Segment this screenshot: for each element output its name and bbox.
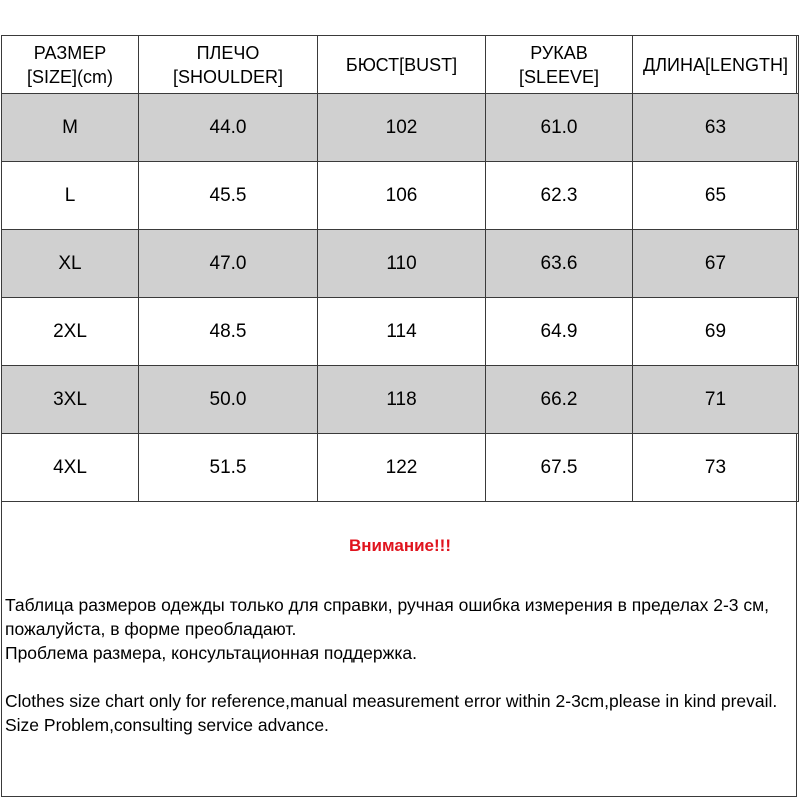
table-row (2, 94, 799, 162)
table-row (2, 298, 799, 366)
cell-length: 71 (633, 366, 799, 434)
cell-shoulder: 45.5 (139, 162, 318, 230)
notice-ru-line2: Проблема размера, консультационная поддержка. (5, 643, 417, 663)
cell-bust: 114 (318, 298, 486, 366)
cell-bust: 118 (318, 366, 486, 434)
cell-sleeve: 66.2 (486, 366, 633, 434)
cell-bust: 106 (318, 162, 486, 230)
cell-bust: 102 (318, 94, 486, 162)
cell-shoulder: 48.5 (139, 298, 318, 366)
cell-size: XL (2, 230, 139, 298)
table-row (2, 434, 799, 502)
cell-shoulder: 50.0 (139, 366, 318, 434)
cell-length: 63 (633, 94, 799, 162)
cell-size: 4XL (2, 434, 139, 502)
cell-sleeve: 63.6 (486, 230, 633, 298)
cell-size: L (2, 162, 139, 230)
cell-shoulder: 51.5 (139, 434, 318, 502)
cell-bust: 110 (318, 230, 486, 298)
header-bust: БЮСТ[BUST] (318, 36, 486, 94)
notice-text-en (5, 689, 795, 737)
cell-sleeve: 62.3 (486, 162, 633, 230)
cell-size: M (2, 94, 139, 162)
notice-text-ru (5, 593, 795, 665)
cell-size: 3XL (2, 366, 139, 434)
cell-sleeve: 64.9 (486, 298, 633, 366)
cell-length: 73 (633, 434, 799, 502)
header-size: РАЗМЕР [SIZE](cm) (2, 36, 139, 94)
notice-title: Внимание!!! (349, 536, 451, 555)
header-length: ДЛИНА[LENGTH] (633, 36, 799, 94)
table-row (2, 230, 799, 298)
size-table (1, 35, 799, 502)
cell-size: 2XL (2, 298, 139, 366)
table-row (2, 366, 799, 434)
notice-en-line2: Size Problem,consulting service advance. (5, 715, 329, 735)
cell-bust: 122 (318, 434, 486, 502)
header-shoulder: ПЛЕЧО [SHOULDER] (139, 36, 318, 94)
cell-length: 69 (633, 298, 799, 366)
cell-sleeve: 67.5 (486, 434, 633, 502)
cell-shoulder: 47.0 (139, 230, 318, 298)
cell-sleeve: 61.0 (486, 94, 633, 162)
cell-length: 67 (633, 230, 799, 298)
header-sleeve: РУКАВ [SLEEVE] (486, 36, 633, 94)
cell-length: 65 (633, 162, 799, 230)
cell-shoulder: 44.0 (139, 94, 318, 162)
table-row (2, 162, 799, 230)
notice-ru-line1: Таблица размеров одежды только для справки, ручная ошибка измерения в пределах 2-3 см, пожалуйста, в форме преобладают. (5, 595, 770, 639)
notice-en-line1: Clothes size chart only for reference,manual measurement error within 2-3cm,please in kind prevail. (5, 691, 778, 711)
table-header-row (2, 36, 799, 94)
